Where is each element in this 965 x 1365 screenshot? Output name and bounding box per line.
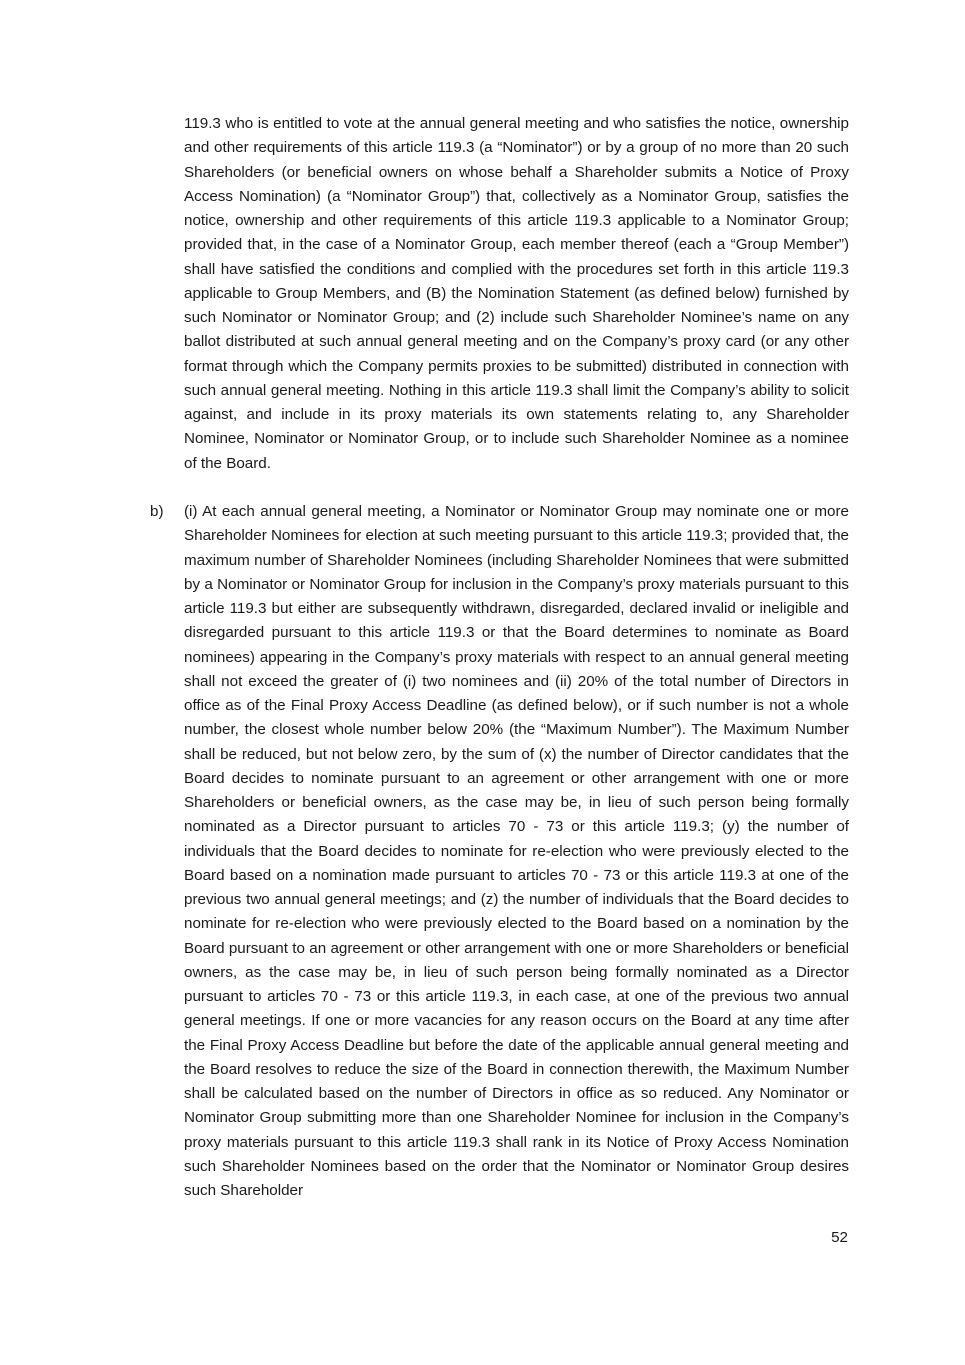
continuation-paragraph: 119.3 who is entitled to vote at the annual general meeting and who satisfies the notice, ownership and other requirements of this article 119.3 (a “Nominator”) or by a group of no more than 20 such Shareholders (or beneficial owners on whose behalf a Shareholder submits a Notice of Proxy Access Nomination) (a “Nominator Group”) that, collectively as a Nominator Group, satisfies the notice, ownership and other requirements of this article 119.3 applicable to a Nominator Group; provided that, in the case of a Nominator Group, each member thereof (each a “Group Member”) shall have satisfied the conditions and complied with the procedures set forth in this article 119.3 applicable to Group Members, and (B) the Nomination Statement (as defined below) furnished by such Nominator or Nominator Group; and (2) include such Shareholder Nominee’s name on any ballot distributed at such annual general meeting and on the Company’s proxy card (or any other format through which the Company permits proxies to be submitted) distributed in connection with such annual general meeting. Nothing in this article 119.3 shall limit the Company’s ability to solicit against, and include in its proxy materials its own statements relating to, any Shareholder Nominee, Nominator or Nominator Group, or to include such Shareholder Nominee as a nominee of the Board. bbox=[184, 115, 849, 472]
item-b-paragraph: (i) At each annual general meeting, a Nominator or Nominator Group may nominate one or more Shareholder Nominees for election at such meeting pursuant to this article 119.3; provided that, the maximum number of Shareholder Nominees (including Shareholder Nominees that were submitted by a Nominator or Nominator Group for inclusion in the Company’s proxy materials pursuant to this article 119.3 but either are subsequently withdrawn, disregarded, declared invalid or ineligible and disregarded pursuant to this article 119.3 or that the Board determines to nominate as Board nominees) appearing in the Company’s proxy materials with respect to an annual general meeting shall not exceed the greater of (i) two nominees and (ii) 20% of the total number of Directors in office as of the Final Proxy Access Deadline (as defined below), or if such number is not a whole number, the closest whole number below 20% (the “Maximum Number”). The Maximum Number shall be reduced, but not below zero, by the sum of (x) the number of Director candidates that the Board decides to nominate pursuant to an agreement or other arrangement with one or more Shareholders or beneficial owners, as the case may be, in lieu of such person being formally nominated as a Director pursuant to articles 70 - 73 or this article 119.3; (y) the number of individuals that the Board decides to nominate for re-election who were previously elected to the Board based on a nomination made pursuant to articles 70 - 73 or this article 119.3 at one of the previous two annual general meetings; and (z) the number of individuals that the Board decides to nominate for re-election who were previously elected to the Board based on a nomination by the Board pursuant to an agreement or other arrangement with one or more Shareholders or beneficial owners, as the case may be, in lieu of such person being formally nominated as a Director pursuant to articles 70 - 73 or this article 119.3, in each case, at one of the previous two annual general meetings. If one or more vacancies for any reason occurs on the Board at any time after the Final Proxy Access Deadline but before the date of the applicable annual general meeting and the Board resolves to reduce the size of the Board in connection therewith, the Maximum Number shall be calculated based on the number of Directors in office as so reduced. Any Nominator or Nominator Group submitting more than one Shareholder Nominee for inclusion in the Company’s proxy materials pursuant to this article 119.3 shall rank in its Notice of Proxy Access Nomination such Shareholder Nominees based on the order that the Nominator or Nominator Group desires such Shareholder bbox=[184, 503, 849, 1199]
item-b-label: b) bbox=[150, 503, 164, 520]
page-number: 52 bbox=[831, 1229, 848, 1246]
